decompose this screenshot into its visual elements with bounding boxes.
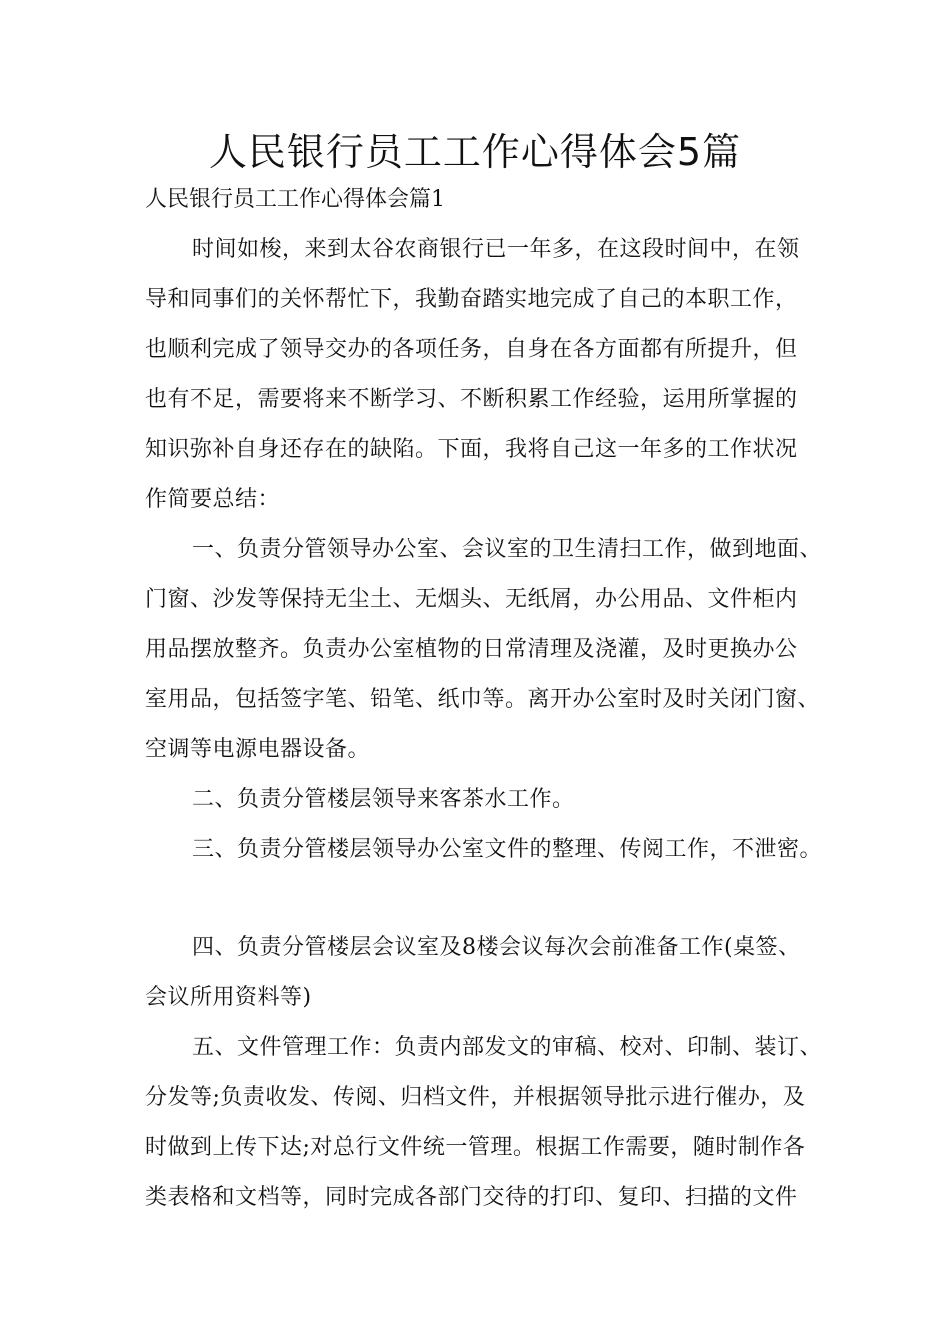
paragraph-line: 分发等;负责收发、传阅、归档文件，并根据领导批示进行催办，及 [145, 1085, 806, 1110]
paragraph-line: 也有不足，需要将来不断学习、不断积累工作经验，运用所掌握的 [145, 387, 798, 412]
paragraph-line: 也顺利完成了领导交办的各项任务，自身在各方面都有所提升，但 [145, 337, 798, 362]
paragraph-line: 二、负责分管楼层领导来客茶水工作。 [192, 787, 575, 812]
paragraph-line: 时做到上传下达;对总行文件统一管理。根据工作需要，随时制作各 [145, 1135, 806, 1160]
paragraph-line: 会议所用资料等) [145, 985, 312, 1010]
document-title: 人民银行员工工作心得体会5篇 [208, 130, 742, 174]
paragraph-line: 作简要总结： [145, 487, 281, 512]
paragraph-line: 时间如梭，来到太谷农商银行已一年多，在这段时间中，在领 [192, 237, 800, 262]
paragraph-line: 门窗、沙发等保持无尘土、无烟头、无纸屑，办公用品、文件柜内 [145, 587, 798, 612]
section-heading: 人民银行员工工作心得体会篇1 [145, 187, 445, 212]
paragraph-line: 室用品，包括签字笔、铅笔、纸巾等。离开办公室时及时关闭门窗、 [145, 687, 821, 712]
paragraph-line: 知识弥补自身还存在的缺陷。下面，我将自己这一年多的工作状况 [145, 437, 798, 462]
paragraph-line: 用品摆放整齐。负责办公室植物的日常清理及浇灌，及时更换办公 [145, 637, 798, 662]
paragraph-line: 五、文件管理工作：负责内部发文的审稿、校对、印制、装订、 [192, 1035, 823, 1060]
paragraph-line: 三、负责分管楼层领导办公室文件的整理、传阅工作，不泄密。 [192, 837, 823, 862]
paragraph-line: 四、负责分管楼层会议室及8楼会议每次会前准备工作(桌签、 [192, 935, 801, 960]
paragraph-line: 类表格和文档等，同时完成各部门交待的打印、复印、扫描的文件 [145, 1185, 798, 1210]
paragraph-line: 一、负责分管领导办公室、会议室的卫生清扫工作，做到地面、 [192, 537, 823, 562]
paragraph-line: 空调等电源电器设备。 [145, 737, 371, 762]
paragraph-line: 导和同事们的关怀帮忙下，我勤奋踏实地完成了自己的本职工作， [145, 287, 798, 312]
